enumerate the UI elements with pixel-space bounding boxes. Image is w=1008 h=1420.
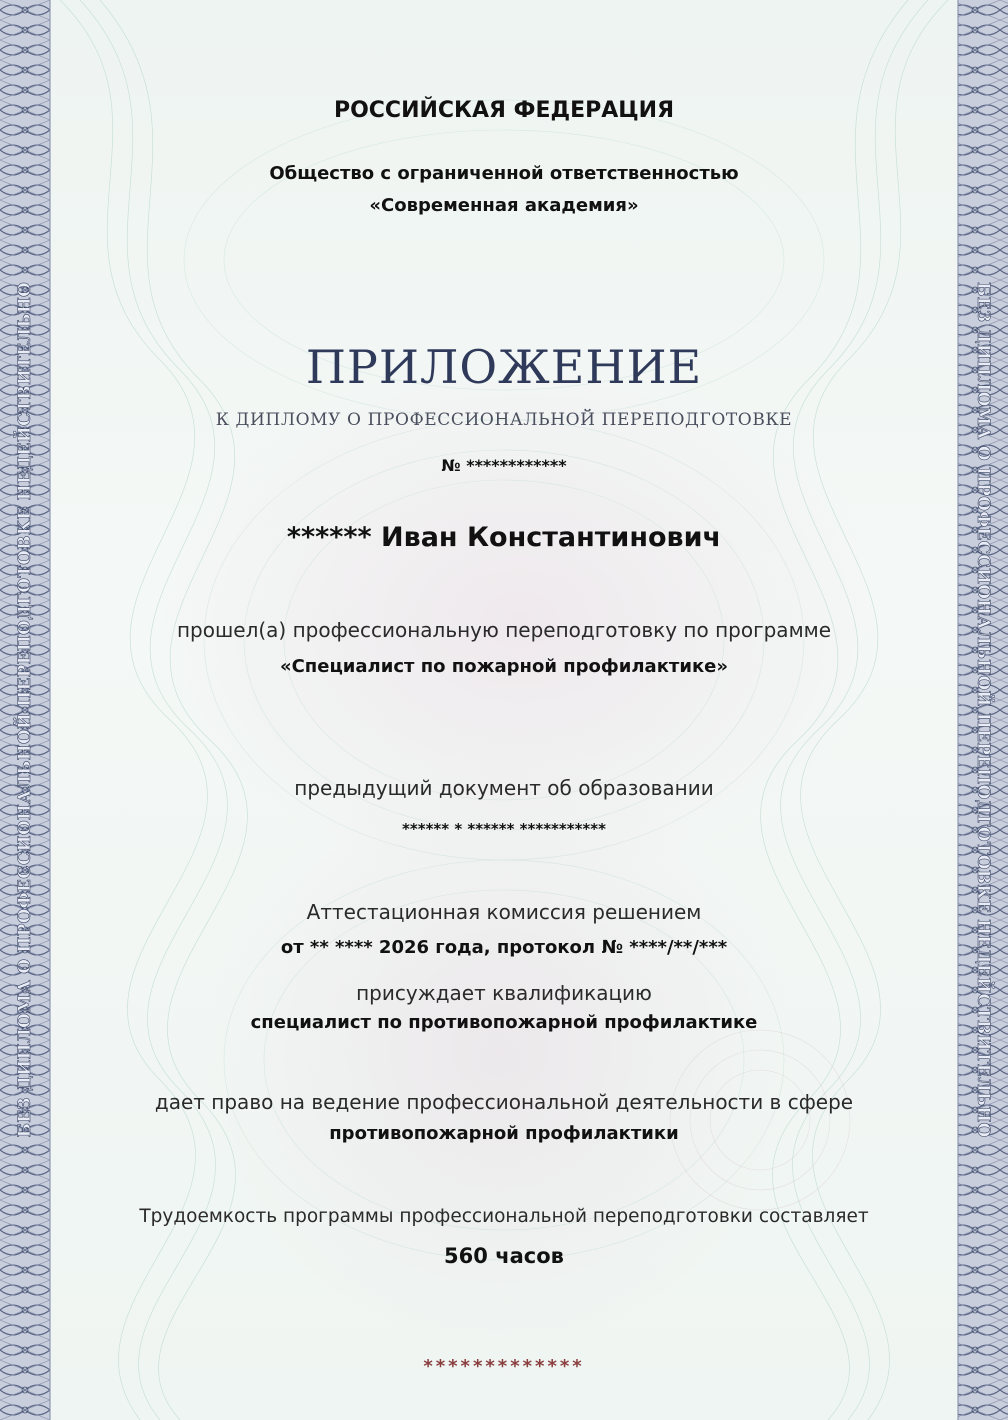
right-security-border (958, 0, 1008, 1420)
awards-statement: присуждает квалификацию (356, 981, 652, 1005)
commission-statement: Аттестационная комиссия решением (306, 900, 702, 924)
holder-name: ****** Иван Константинович (286, 522, 722, 553)
program-name: «Специалист по пожарной профилактике» (279, 656, 729, 677)
document-content (50, 0, 958, 1420)
previous-document-label: предыдущий документ об образовании (294, 776, 714, 800)
document-title: ПРИЛОЖЕНИЕ (305, 340, 703, 394)
qualification-name: специалист по противопожарной профилактике (250, 1012, 758, 1033)
program-hours: 560 часов (444, 1244, 564, 1268)
decision-details: от ** **** 2026 года, протокол № ****/**/*** (280, 937, 728, 958)
left-security-border (0, 0, 50, 1420)
previous-document-value: ****** * ****** *********** (402, 820, 606, 838)
document-subtitle: К ДИПЛОМУ О ПРОФЕССИОНАЛЬНОЙ ПЕРЕПОДГОТОВКЕ (215, 410, 793, 430)
labor-intensity-statement: Трудоемкость программы профессиональной переподготовки составляет (139, 1206, 869, 1227)
rights-statement: дает право на ведение профессиональной деятельности в сфере (154, 1090, 854, 1114)
right-border-text: БЕЗ ДИПЛОМА О ПРОФЕССИОНАЛЬНОЙ ПЕРЕПОДГОТОВКЕ НЕДЕЙСТВИТЕЛЬНО (973, 282, 993, 1138)
serial-number: ************* (423, 1356, 585, 1377)
document-number: № ************ (441, 456, 567, 475)
left-border-text: БЕЗ ДИПЛОМА О ПРОФЕССИОНАЛЬНОЙ ПЕРЕПОДГОТОВКЕ НЕДЕЙСТВИТЕЛЬНО (15, 282, 35, 1138)
organization-form: Общество с ограниченной ответственностью (269, 163, 739, 184)
organization-name: «Современная академия» (369, 195, 639, 216)
country-heading: РОССИЙСКАЯ ФЕДЕРАЦИЯ (333, 98, 675, 123)
passed-statement: прошел(а) профессиональную переподготовку по программе (176, 618, 832, 642)
activity-sphere: противопожарной профилактики (329, 1123, 679, 1144)
